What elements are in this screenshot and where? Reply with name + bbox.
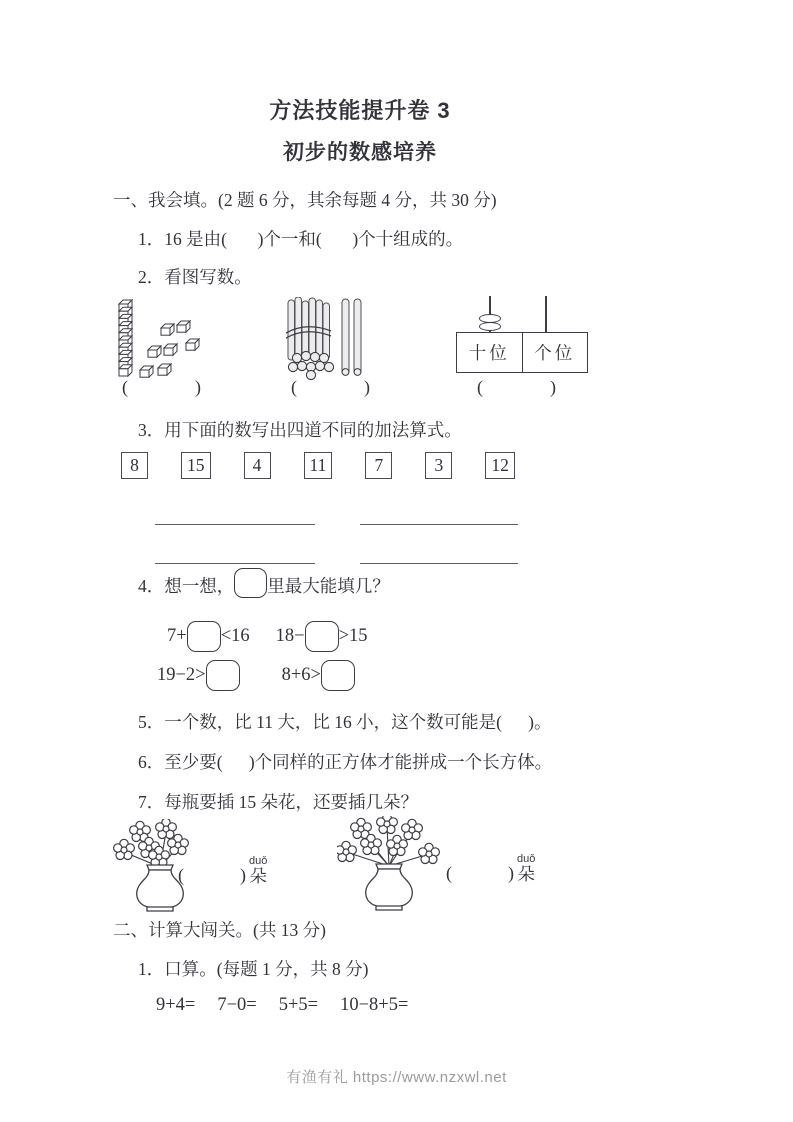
- figure-vase-right: [337, 816, 443, 913]
- answer-line: [360, 524, 518, 525]
- sticks-drawing: [286, 297, 368, 383]
- unit-label: 朵: [517, 864, 535, 884]
- abacus-ones-rod: [545, 296, 547, 333]
- pinyin-label: duǒ: [517, 853, 536, 865]
- answer-blank-cubes: ( ): [122, 377, 202, 397]
- number-box: 15: [181, 452, 211, 479]
- answer-flowers-right: [446, 854, 535, 884]
- answer-blank-flowers: ( ): [446, 862, 515, 883]
- number-box: 3: [425, 452, 452, 479]
- duo-unit: [517, 854, 535, 884]
- fill-box: [206, 660, 240, 691]
- calculation-item: 9+4=: [156, 995, 196, 1015]
- answer-line: [360, 563, 518, 564]
- oral-calculation-row: [156, 995, 408, 1016]
- unit-label: 朵: [249, 866, 267, 886]
- section-two-heading: 二、计算大闯关。(共 13 分): [113, 920, 326, 940]
- footer-watermark: 有渔有礼 https://www.nzxwl.net: [286, 1069, 507, 1086]
- duo-unit: [249, 856, 267, 886]
- question-3-label: 3．用下面的数写出四道不同的加法算式。: [138, 420, 462, 440]
- question-5: 5．一个数，比 11 大，比 16 小，这个数可能是( )。: [138, 712, 552, 732]
- figure-abacus: [456, 296, 588, 374]
- answer-blank-sticks: ( ): [291, 377, 371, 397]
- answer-line: [155, 524, 315, 525]
- page-subtitle: 初步的数感培养: [283, 141, 437, 164]
- section-one-heading: 一、我会填。(2 题 6 分，其余每题 4 分，共 30 分): [113, 190, 497, 210]
- place-value-box: [456, 332, 588, 373]
- question-6: 6．至少要( )个同样的正方体才能拼成一个长方体。: [138, 752, 553, 772]
- ones-place-label: 个位: [534, 343, 576, 363]
- expr-pre: 8+6>: [281, 665, 321, 685]
- tens-place-label: 十位: [457, 333, 523, 372]
- question-1: 1．16 是由( )个一和( )个十组成的。: [138, 229, 464, 249]
- pinyin-label: duǒ: [249, 855, 268, 867]
- number-box: 8: [121, 452, 148, 479]
- number-box: 12: [485, 452, 515, 479]
- fill-box: [305, 621, 339, 652]
- calculation-item: 10−8+5=: [340, 995, 409, 1015]
- answer-line: [155, 563, 315, 564]
- calculation-item: 7−0=: [217, 995, 257, 1015]
- number-box: 4: [244, 452, 271, 479]
- fill-box: [187, 621, 221, 652]
- expr-pre: 7+: [167, 626, 187, 646]
- answer-flowers-left: [178, 856, 267, 886]
- fill-box: [321, 660, 355, 691]
- section-two-q1-label: 1．口算。(每题 1 分，共 8 分): [138, 959, 369, 979]
- page-title: 方法技能提升卷 3: [269, 98, 451, 123]
- fill-box: [234, 568, 267, 598]
- question-2-label: 2．看图写数。: [138, 267, 252, 287]
- q4-expression-row-1: [167, 621, 368, 652]
- answer-blank-abacus: ( ): [477, 377, 557, 397]
- figure-sticks: [286, 297, 368, 383]
- expr-pre: 18−: [275, 626, 305, 646]
- question-4-lead: 4．想一想，: [138, 576, 235, 596]
- expr-post: >15: [338, 626, 368, 646]
- cubes-drawing: [114, 298, 254, 380]
- q4-expression-row-2: [157, 660, 355, 691]
- answer-blank-flowers: ( ): [178, 864, 247, 885]
- question-7-label: 7．每瓶要插 15 朵花，还要插几朵？: [138, 792, 418, 812]
- expr-pre: 19−2>: [157, 665, 206, 685]
- number-box-row: [121, 452, 515, 479]
- abacus-bead: [479, 322, 501, 331]
- number-box: 11: [304, 452, 333, 479]
- number-box: 7: [365, 452, 392, 479]
- figure-cubes: [114, 298, 254, 380]
- question-4-heading: [138, 568, 390, 598]
- expr-post: <16: [220, 626, 250, 646]
- vase-drawing: [337, 816, 443, 913]
- calculation-item: 5+5=: [278, 995, 319, 1015]
- question-4-tail: 里最大能填几？: [267, 576, 390, 596]
